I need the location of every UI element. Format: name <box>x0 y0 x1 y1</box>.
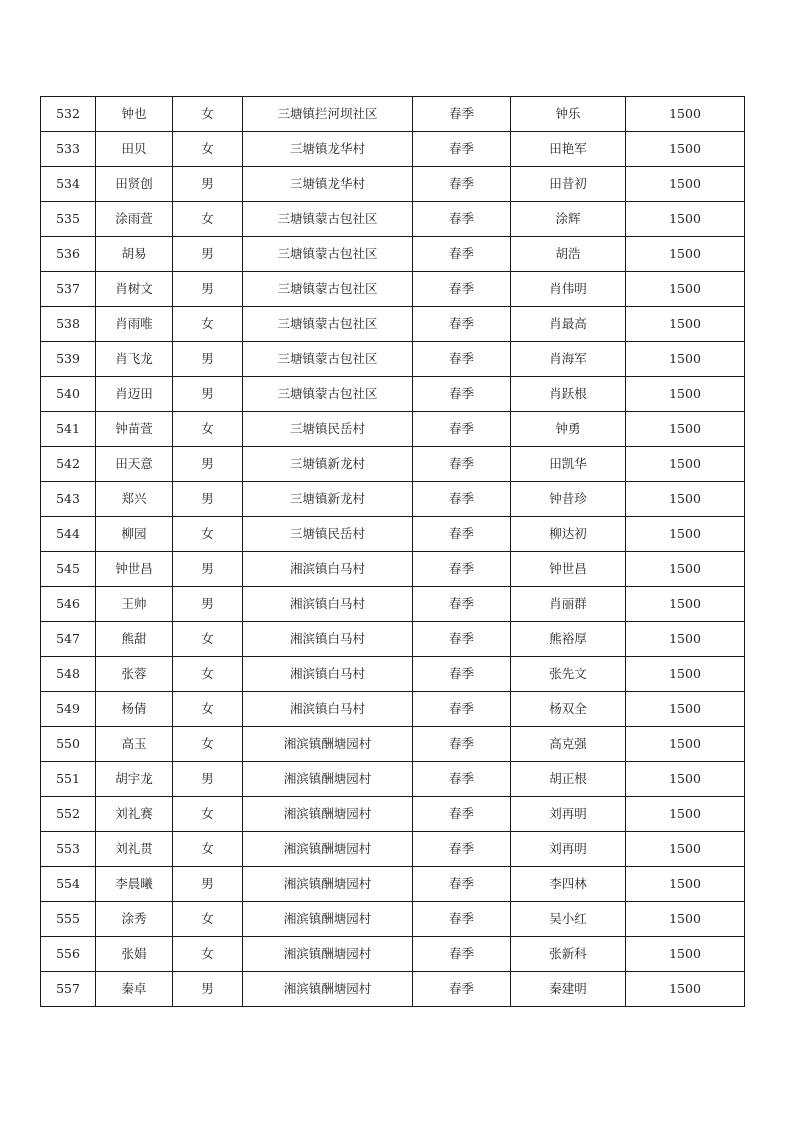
address-cell: 三塘镇新龙村 <box>243 447 413 482</box>
guardian-name-cell: 熊裕厚 <box>511 622 626 657</box>
season-cell: 春季 <box>413 167 511 202</box>
amount-cell: 1500 <box>626 797 745 832</box>
student-name-cell: 田贝 <box>96 132 173 167</box>
student-name-cell: 肖飞龙 <box>96 342 173 377</box>
gender-cell: 女 <box>173 832 243 867</box>
student-name-cell: 涂秀 <box>96 902 173 937</box>
row-number-cell: 539 <box>41 342 96 377</box>
amount-cell: 1500 <box>626 517 745 552</box>
gender-cell: 男 <box>173 867 243 902</box>
subsidy-roster-table <box>40 96 745 1007</box>
season-cell: 春季 <box>413 657 511 692</box>
season-cell: 春季 <box>413 937 511 972</box>
amount-cell: 1500 <box>626 202 745 237</box>
amount-cell: 1500 <box>626 587 745 622</box>
season-cell: 春季 <box>413 622 511 657</box>
student-name-cell: 张娟 <box>96 937 173 972</box>
row-number-cell: 536 <box>41 237 96 272</box>
guardian-name-cell: 肖最高 <box>511 307 626 342</box>
guardian-name-cell: 钟昔珍 <box>511 482 626 517</box>
amount-cell: 1500 <box>626 762 745 797</box>
table-row <box>41 202 745 237</box>
row-number-cell: 546 <box>41 587 96 622</box>
table-row <box>41 272 745 307</box>
address-cell: 湘滨镇酬塘园村 <box>243 832 413 867</box>
guardian-name-cell: 秦建明 <box>511 972 626 1007</box>
row-number-cell: 541 <box>41 412 96 447</box>
guardian-name-cell: 胡正根 <box>511 762 626 797</box>
guardian-name-cell: 杨双全 <box>511 692 626 727</box>
gender-cell: 男 <box>173 762 243 797</box>
table-row <box>41 797 745 832</box>
row-number-cell: 537 <box>41 272 96 307</box>
season-cell: 春季 <box>413 447 511 482</box>
student-name-cell: 王帅 <box>96 587 173 622</box>
guardian-name-cell: 肖丽群 <box>511 587 626 622</box>
gender-cell: 男 <box>173 972 243 1007</box>
guardian-name-cell: 钟乐 <box>511 97 626 132</box>
row-number-cell: 532 <box>41 97 96 132</box>
season-cell: 春季 <box>413 342 511 377</box>
address-cell: 三塘镇龙华村 <box>243 132 413 167</box>
gender-cell: 女 <box>173 132 243 167</box>
student-name-cell: 钟世昌 <box>96 552 173 587</box>
address-cell: 湘滨镇酬塘园村 <box>243 937 413 972</box>
row-number-cell: 540 <box>41 377 96 412</box>
address-cell: 三塘镇蒙古包社区 <box>243 272 413 307</box>
row-number-cell: 552 <box>41 797 96 832</box>
gender-cell: 男 <box>173 587 243 622</box>
gender-cell: 女 <box>173 902 243 937</box>
address-cell: 湘滨镇酬塘园村 <box>243 972 413 1007</box>
guardian-name-cell: 张先文 <box>511 657 626 692</box>
table-row <box>41 902 745 937</box>
gender-cell: 女 <box>173 412 243 447</box>
student-name-cell: 肖迈田 <box>96 377 173 412</box>
amount-cell: 1500 <box>626 937 745 972</box>
student-name-cell: 张蓉 <box>96 657 173 692</box>
student-name-cell: 高玉 <box>96 727 173 762</box>
table-row <box>41 762 745 797</box>
student-name-cell: 胡易 <box>96 237 173 272</box>
season-cell: 春季 <box>413 412 511 447</box>
guardian-name-cell: 田艳军 <box>511 132 626 167</box>
address-cell: 湘滨镇白马村 <box>243 657 413 692</box>
guardian-name-cell: 胡浩 <box>511 237 626 272</box>
row-number-cell: 533 <box>41 132 96 167</box>
row-number-cell: 545 <box>41 552 96 587</box>
gender-cell: 女 <box>173 727 243 762</box>
guardian-name-cell: 肖海军 <box>511 342 626 377</box>
amount-cell: 1500 <box>626 447 745 482</box>
table-row <box>41 867 745 902</box>
gender-cell: 男 <box>173 167 243 202</box>
guardian-name-cell: 田昔初 <box>511 167 626 202</box>
row-number-cell: 544 <box>41 517 96 552</box>
amount-cell: 1500 <box>626 867 745 902</box>
season-cell: 春季 <box>413 237 511 272</box>
table-row <box>41 832 745 867</box>
row-number-cell: 542 <box>41 447 96 482</box>
table-row <box>41 412 745 447</box>
season-cell: 春季 <box>413 587 511 622</box>
row-number-cell: 547 <box>41 622 96 657</box>
amount-cell: 1500 <box>626 552 745 587</box>
table-row <box>41 937 745 972</box>
row-number-cell: 556 <box>41 937 96 972</box>
amount-cell: 1500 <box>626 482 745 517</box>
amount-cell: 1500 <box>626 342 745 377</box>
season-cell: 春季 <box>413 377 511 412</box>
season-cell: 春季 <box>413 867 511 902</box>
guardian-name-cell: 刘再明 <box>511 832 626 867</box>
amount-cell: 1500 <box>626 132 745 167</box>
guardian-name-cell: 钟世昌 <box>511 552 626 587</box>
row-number-cell: 534 <box>41 167 96 202</box>
row-number-cell: 557 <box>41 972 96 1007</box>
amount-cell: 1500 <box>626 657 745 692</box>
amount-cell: 1500 <box>626 237 745 272</box>
student-name-cell: 钟苗萱 <box>96 412 173 447</box>
gender-cell: 男 <box>173 342 243 377</box>
table-row <box>41 622 745 657</box>
amount-cell: 1500 <box>626 972 745 1007</box>
season-cell: 春季 <box>413 202 511 237</box>
roster-body <box>41 97 745 1007</box>
table-row <box>41 482 745 517</box>
guardian-name-cell: 肖跃根 <box>511 377 626 412</box>
student-name-cell: 肖树文 <box>96 272 173 307</box>
address-cell: 三塘镇蒙古包社区 <box>243 377 413 412</box>
table-row <box>41 237 745 272</box>
address-cell: 三塘镇民岳村 <box>243 412 413 447</box>
amount-cell: 1500 <box>626 692 745 727</box>
table-row <box>41 657 745 692</box>
row-number-cell: 549 <box>41 692 96 727</box>
amount-cell: 1500 <box>626 377 745 412</box>
student-name-cell: 田贤创 <box>96 167 173 202</box>
address-cell: 三塘镇新龙村 <box>243 482 413 517</box>
row-number-cell: 543 <box>41 482 96 517</box>
guardian-name-cell: 钟勇 <box>511 412 626 447</box>
student-name-cell: 杨倩 <box>96 692 173 727</box>
guardian-name-cell: 肖伟明 <box>511 272 626 307</box>
table-row <box>41 972 745 1007</box>
gender-cell: 女 <box>173 97 243 132</box>
amount-cell: 1500 <box>626 272 745 307</box>
address-cell: 湘滨镇酬塘园村 <box>243 797 413 832</box>
guardian-name-cell: 柳达初 <box>511 517 626 552</box>
season-cell: 春季 <box>413 272 511 307</box>
row-number-cell: 555 <box>41 902 96 937</box>
gender-cell: 女 <box>173 517 243 552</box>
gender-cell: 女 <box>173 937 243 972</box>
table-row <box>41 132 745 167</box>
gender-cell: 男 <box>173 552 243 587</box>
season-cell: 春季 <box>413 762 511 797</box>
student-name-cell: 钟也 <box>96 97 173 132</box>
table-row <box>41 307 745 342</box>
gender-cell: 男 <box>173 482 243 517</box>
guardian-name-cell: 田凯华 <box>511 447 626 482</box>
address-cell: 湘滨镇白马村 <box>243 692 413 727</box>
season-cell: 春季 <box>413 727 511 762</box>
address-cell: 湘滨镇酬塘园村 <box>243 727 413 762</box>
row-number-cell: 538 <box>41 307 96 342</box>
guardian-name-cell: 高克强 <box>511 727 626 762</box>
season-cell: 春季 <box>413 132 511 167</box>
address-cell: 湘滨镇酬塘园村 <box>243 902 413 937</box>
season-cell: 春季 <box>413 902 511 937</box>
amount-cell: 1500 <box>626 622 745 657</box>
address-cell: 三塘镇蒙古包社区 <box>243 237 413 272</box>
student-name-cell: 肖雨唯 <box>96 307 173 342</box>
student-name-cell: 田天意 <box>96 447 173 482</box>
address-cell: 三塘镇蒙古包社区 <box>243 202 413 237</box>
table-row <box>41 167 745 202</box>
gender-cell: 男 <box>173 447 243 482</box>
row-number-cell: 551 <box>41 762 96 797</box>
season-cell: 春季 <box>413 552 511 587</box>
address-cell: 湘滨镇酬塘园村 <box>243 867 413 902</box>
table-row <box>41 342 745 377</box>
row-number-cell: 554 <box>41 867 96 902</box>
row-number-cell: 548 <box>41 657 96 692</box>
table-row <box>41 377 745 412</box>
amount-cell: 1500 <box>626 97 745 132</box>
address-cell: 三塘镇拦河坝社区 <box>243 97 413 132</box>
amount-cell: 1500 <box>626 307 745 342</box>
table-row <box>41 587 745 622</box>
season-cell: 春季 <box>413 972 511 1007</box>
table-row <box>41 727 745 762</box>
student-name-cell: 郑兴 <box>96 482 173 517</box>
amount-cell: 1500 <box>626 832 745 867</box>
student-name-cell: 秦卓 <box>96 972 173 1007</box>
season-cell: 春季 <box>413 482 511 517</box>
table-row <box>41 692 745 727</box>
address-cell: 湘滨镇白马村 <box>243 587 413 622</box>
amount-cell: 1500 <box>626 727 745 762</box>
address-cell: 湘滨镇白马村 <box>243 552 413 587</box>
address-cell: 三塘镇龙华村 <box>243 167 413 202</box>
season-cell: 春季 <box>413 832 511 867</box>
gender-cell: 女 <box>173 692 243 727</box>
student-name-cell: 刘礼赛 <box>96 797 173 832</box>
table-row <box>41 97 745 132</box>
student-name-cell: 李晨曦 <box>96 867 173 902</box>
guardian-name-cell: 吴小红 <box>511 902 626 937</box>
gender-cell: 女 <box>173 657 243 692</box>
gender-cell: 男 <box>173 237 243 272</box>
season-cell: 春季 <box>413 692 511 727</box>
gender-cell: 女 <box>173 797 243 832</box>
season-cell: 春季 <box>413 797 511 832</box>
gender-cell: 女 <box>173 307 243 342</box>
address-cell: 湘滨镇酬塘园村 <box>243 762 413 797</box>
gender-cell: 男 <box>173 377 243 412</box>
row-number-cell: 550 <box>41 727 96 762</box>
amount-cell: 1500 <box>626 902 745 937</box>
address-cell: 三塘镇蒙古包社区 <box>243 307 413 342</box>
student-name-cell: 熊甜 <box>96 622 173 657</box>
student-name-cell: 胡宇龙 <box>96 762 173 797</box>
gender-cell: 女 <box>173 622 243 657</box>
student-name-cell: 涂雨萱 <box>96 202 173 237</box>
address-cell: 三塘镇民岳村 <box>243 517 413 552</box>
table-row <box>41 517 745 552</box>
student-name-cell: 刘礼贯 <box>96 832 173 867</box>
address-cell: 湘滨镇白马村 <box>243 622 413 657</box>
season-cell: 春季 <box>413 97 511 132</box>
amount-cell: 1500 <box>626 412 745 447</box>
row-number-cell: 553 <box>41 832 96 867</box>
season-cell: 春季 <box>413 307 511 342</box>
guardian-name-cell: 李四林 <box>511 867 626 902</box>
amount-cell: 1500 <box>626 167 745 202</box>
guardian-name-cell: 刘再明 <box>511 797 626 832</box>
season-cell: 春季 <box>413 517 511 552</box>
row-number-cell: 535 <box>41 202 96 237</box>
table-row <box>41 447 745 482</box>
gender-cell: 男 <box>173 272 243 307</box>
table-row <box>41 552 745 587</box>
gender-cell: 女 <box>173 202 243 237</box>
student-name-cell: 柳园 <box>96 517 173 552</box>
address-cell: 三塘镇蒙古包社区 <box>243 342 413 377</box>
guardian-name-cell: 涂辉 <box>511 202 626 237</box>
guardian-name-cell: 张新科 <box>511 937 626 972</box>
